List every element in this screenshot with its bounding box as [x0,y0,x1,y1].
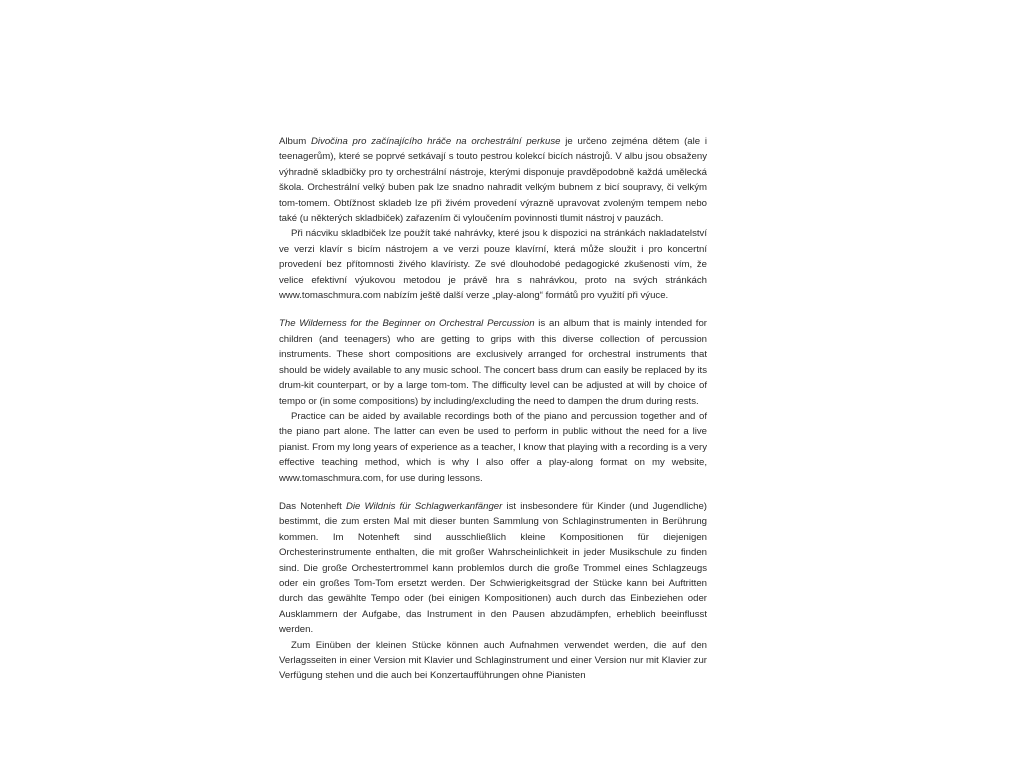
paragraph-czech-practice: Při nácviku skladbiček lze použít také nahrávky, které jsou k dispozici na stránkách nakladatelství ve verzi klavír s bicím nástrojem a ve verzi pouze klavírní, která může sloužit i pro koncertní provedení bez přítomnosti živého klavíristy. Ze své dlouhodobé pedagogické zkušenosti vím, že velice efektivní výukovou metodou je právě hra s nahrávkou, proto na svých stránkách www.tomaschmura.com nabízím ještě další verze „play-along“ formátů pro využití při výuce. [279,228,707,302]
paragraph-czech-intro [279,134,707,226]
paragraph-lead: Album [279,136,311,147]
text-block [279,134,707,697]
paragraph-german-practice: Zum Einüben der kleinen Stücke können auch Aufnahmen verwendet werden, die auf den Verlagsseiten in einer Version mit Klavier und Schlaginstrument und einer Version nur mit Klavier zur Verfügung stehen und die auch bei Konzertaufführungen ohne Pianisten [279,639,707,682]
album-title-czech: Divočina pro začínajícího hráče na orchestrální perkuse [310,136,561,147]
paragraph-lead: Das Notenheft [279,500,346,512]
section-czech [279,134,707,303]
paragraph-body: ist insbesondere für Kinder (und Jugendliche) bestimmt, die zum ersten Mal mit dieser bunten Sammlung von Schlaginstrumenten in Berührung kommen. Im Notenheft sind ausschließlich kleine Kompositionen für diejenigen Orchesterinstrumente enthalten, die mit großer Wahrscheinlichkeit in jeder Musikschule zu finden sind. Die große Orchestertrommel kann problemlos durch die große Trommel eines Schlagzeugs oder ein großes Tom-Tom ersetzt werden. Der Schwierigkeitsgrad der Stücke kann bei Auftritten durch das gewählte Tempo oder (bei einigen Kompositionen) auch durch das Einbeziehen oder Ausklammern der Aufgabe, das Instrument in den Pausen abzudämpfen, erheblich beeinflusst werden. [279,500,707,636]
paragraph-body: je určeno zejména dětem (ale i teenagerům), které se poprvé setkávají s touto pestrou kolekcí bicích nástrojů. V albu jsou obsaženy výhradně skladbičky pro ty orchestrální nástroje, kterými disponuje pravděpodobně každá umělecká škola. Orchestrální velký buben pak lze snadno nahradit velkým bubnem z bicí soupravy, či velkým tom-tomem. Obtížnost skladeb lze při živém provedení výrazně upravovat zvoleným tempem nebo také (u některých skladbiček) zařazením či vyloučením povinnosti tlumit nástroj v pauzách. [279,136,707,225]
paragraph-body: is an album that is mainly intended for children (and teenagers) who are getting to grips with this diverse collection of percussion instruments. These short compositions are exclusively arranged for orchestral instruments that should be widely available to any music school. The concert bass drum can easily be replaced by its drum-kit counterpart, or by a large tom-tom. The difficulty level can be adjusted at will by choice of tempo or (in some compositions) by including/excluding the need to dampen the drum during rests. [279,318,707,407]
album-title-german: Die Wildnis für Schlagwerkanfänger [345,500,503,512]
section-english [279,316,707,485]
album-title-english: The Wilderness for the Beginner on Orchestral Percussion [279,318,535,330]
paragraph-english-practice: Practice can be aided by available recordings both of the piano and percussion together and of the piano part alone. The latter can even be used to perform in public without the need for a live pianist. From my long years of experience as a teacher, I know that playing with a recording is a very effective teaching method, which is why I also offer a play-along format on my website, www.tomaschmura.com, for use during lessons. [279,410,707,484]
section-german [279,499,707,684]
paragraph-german-intro [279,499,707,638]
paragraph-english-intro [279,316,707,408]
